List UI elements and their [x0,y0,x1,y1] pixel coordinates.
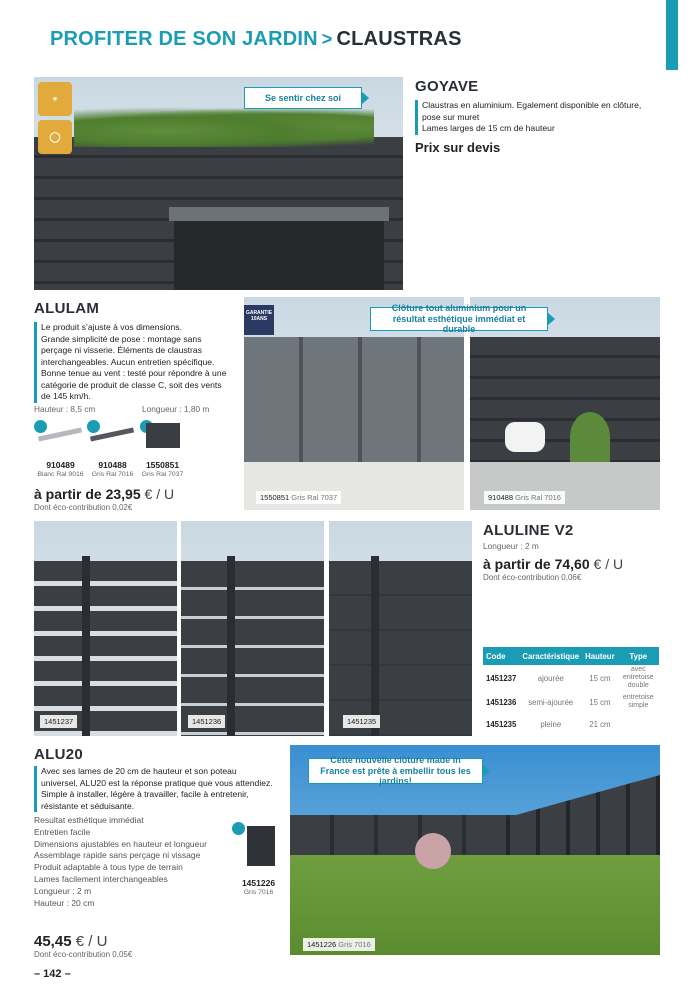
aluline-fence-3 [329,561,472,736]
alulam-desc-line: Grande simplicité de pose : montage sans [41,333,202,344]
alulam-price-unit: € / U [144,486,175,502]
table-header-type: Type [618,647,659,665]
alulam-photo-2-caption [484,491,565,504]
alulam-product-code: 910488 [98,460,127,470]
table-row [483,691,659,713]
profile-panel-image [146,423,180,448]
alulam-eco: Dont éco-contribution 0,02€ [34,503,133,512]
table-cell-code: 1451236 [486,697,517,707]
alulam-photo-1-caption [256,491,341,504]
goyave-table-top [169,207,389,221]
table-cell-hauteur: 15 cm [589,673,611,683]
table-cell-carac: pleine [540,719,562,729]
alulam-title: ALULAM [34,300,100,317]
table-cell-carac: ajourée [537,673,564,683]
page-number: – 142 – [34,968,71,980]
alulam-description [34,322,239,403]
table-cell-carac: semi-ajourée [528,697,574,707]
table-header-hauteur: Hauteur [582,647,617,665]
header-title-part2: CLAUSTRAS [336,28,462,50]
aluline-price-unit: € / U [593,556,624,572]
accent-bar [666,0,678,70]
guarantee-line2: 10ANS [250,316,268,322]
alulam-desc-line: de 145 km/h. [41,391,91,401]
alulam-fence-1 [244,337,464,462]
alu20-tree [415,833,451,869]
product-badge-icon [34,420,47,433]
table-row [483,665,659,691]
table-cell-type: entretoise simple [622,694,654,709]
aluline-fence-2 [181,561,324,736]
product-badge-icon [87,420,100,433]
alulam-product-sub: Gris Ral 7037 [141,471,184,478]
alulam-longueur: Longueur : 1,80 m [142,404,210,414]
alu20-feature: Dimensions ajustables en hauteur et longueur [34,838,207,849]
aluline-post-2 [227,556,235,736]
goyave-table-base [174,221,384,290]
alulam-product-sub: Gris Ral 7016 [91,471,134,478]
alu20-eco: Dont éco-contribution 0,05€ [34,950,133,959]
header-title-part1: PROFITER DE SON JARDIN [50,28,318,50]
alulam-price-value: 23,95 [105,486,141,502]
alulam-desc-line: perçage ni visserie. Éléments de claustras [41,345,202,355]
alu20-feature: Resultat esthétique immédiat [34,815,144,825]
alu20-desc-line: universel, ALU20 est la réponse pratique que vous attendiez. [41,777,273,788]
alu20-title: ALU20 [34,746,84,763]
aluline-photo-3-caption: 1451235 [343,715,380,728]
aluline-photo-3 [329,521,472,736]
product-badge-icon [232,822,245,835]
aluline-price-value: 74,60 [554,556,590,572]
goyave-desc-line: Claustras en aluminium. Egalement disponible en clôture, [422,100,642,110]
table-cell-code: 1451235 [486,719,517,729]
header-separator: > [321,29,333,49]
alulam-product-code: 910489 [46,460,75,470]
goyave-description [415,100,670,135]
goyave-plants [74,107,374,147]
alu20-product-image [247,826,275,866]
alu20-product-code: 1451226 [241,878,276,888]
alu20-price-value: 45,45 [34,933,72,950]
aluline-title: ALULINE V2 [483,522,574,539]
table-header-row [483,647,659,665]
caption-sub: Gris Ral 7037 [291,493,338,502]
aluline-photo-1-caption: 1451237 [40,715,77,728]
alulam-price [34,486,174,502]
alulam-price-prefix: à partir de [34,486,102,502]
alulam-product-sub: Blanc Ral 9016 [37,471,84,478]
alulam-desc-line: Le produit s’ajuste à vos dimensions. [41,322,182,332]
caption-code: 1550851 [260,493,290,502]
alulam-desc-line: catégorie de produit de classe C, soit des vents [41,379,222,390]
alulam-product-code: 1550851 [145,460,180,470]
page-header [50,28,462,51]
alu20-feature: Assemblage rapide sans perçage ni vissage [34,850,201,861]
table-cell-type: avec entretoise double [622,666,654,689]
table-cell-type [618,713,659,735]
alu20-feature: Hauteur : 20 cm [34,897,95,908]
alu20-feature: Produit adaptable à tous type de terrain [34,862,183,873]
aluline-table [483,647,659,735]
aluline-photo-1 [34,521,177,736]
goyave-callout: Se sentir chez soi [244,87,362,109]
guarantee-badge-icon [244,305,274,335]
alulam-chair-2 [505,422,545,452]
alulam-desc-line: interchangeables. Aucun entretien spécifique. [41,356,215,367]
alu20-feature: Longueur : 2 m [34,885,92,896]
alulam-callout: Clôture tout aluminium pour un résultat esthétique immédiat et durable [370,307,548,331]
alulam-desc-line: Bonne tenue au vent : testé pour répondre à une [41,368,227,378]
goyave-price: Prix sur devis [415,140,501,155]
table-header-carac: Caractéristique [519,647,582,665]
measure-tape-icon: ◯ [38,120,72,154]
aluline-eco: Dont éco-contribution 0,06€ [483,573,582,582]
alu20-price [34,933,107,950]
caption-sub: Gris 7016 [338,940,371,949]
alu20-desc-line: Avec ses lames de 20 cm de hauteur et son poteau [41,766,237,776]
aluline-photo-2 [181,521,324,736]
alu20-photo-caption [303,938,375,951]
guarantee-line1: GARANTIE [245,310,273,316]
goyave-desc-line: Lames larges de 15 cm de hauteur [422,123,555,133]
alulam-hauteur: Hauteur : 8,5 cm [34,404,96,414]
alu20-feature: Lames facilement interchangeables [34,873,168,884]
caption-code: 910488 [488,493,514,502]
alu20-desc-line: résistante et séduisante. [41,800,135,811]
alu20-product-sub: Gris 7016 [243,889,274,896]
aluline-longueur: Longueur : 2 m [483,541,539,551]
table-cell-hauteur: 15 cm [589,697,611,707]
aluline-post-3 [371,556,379,736]
caption-sub: Gris Ral 7016 [515,493,561,502]
aluline-price-prefix: à partir de [483,556,551,572]
goyave-desc-line: pose sur muret [422,111,480,122]
alu20-features [34,815,234,909]
aluline-price [483,556,623,572]
sun-icon: ☀ [38,82,72,116]
alu20-desc-line: Simple à installer, légère à travailler, facile à entretenir, [41,789,249,799]
alu20-feature: Entretien facile [34,826,91,837]
aluline-fence-1 [34,561,177,736]
table-cell-code: 1451237 [486,673,517,683]
table-header-code: Code [483,647,519,665]
alulam-fence-2 [470,337,660,462]
aluline-photo-2-caption: 1451236 [188,715,225,728]
table-row [483,713,659,735]
caption-code: 1451226 [307,940,337,949]
alu20-description [34,766,284,812]
alu20-callout: Cette nouvelle clôture made in France est prête à embellir tous les jardins! [308,758,483,784]
alulam-plant-2 [570,412,610,462]
alu20-price-unit: € / U [75,933,108,950]
table-cell-hauteur: 21 cm [589,719,611,729]
goyave-title: GOYAVE [415,78,479,95]
aluline-post-1 [82,556,90,736]
